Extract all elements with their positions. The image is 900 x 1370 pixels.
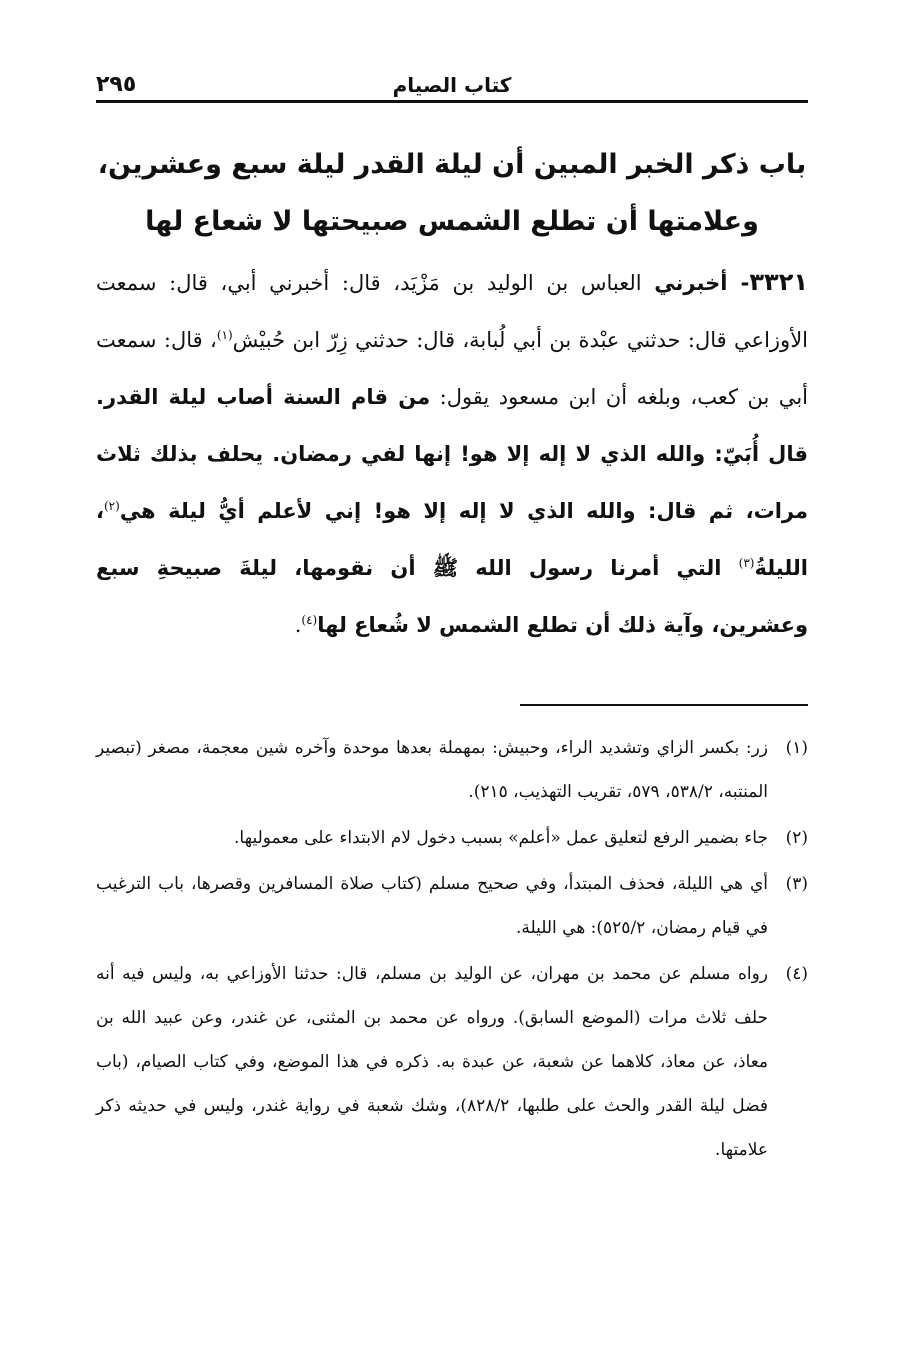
footnote-number: (٤) xyxy=(785,964,808,984)
footnote-text: زر: بكسر الزاي وتشديد الراء، وحبيش: بمهملة بعدها موحدة وآخره شين معجمة، مصغر (تبصير المنتبه، ٥٣٨/٢، ٥٧٩، تقريب التهذيب، ٢١٥). xyxy=(96,738,768,802)
footnote-text: أي هي الليلة، فحذف المبتدأ، وفي صحيح مسلم (كتاب صلاة المسافرين وقصرها، باب الترغيب في قيام رمضان، ٥٢٥/٢): هي الليلة. xyxy=(96,874,768,938)
footnote-item xyxy=(96,952,808,1172)
footnotes xyxy=(96,726,808,1174)
hadith-matn-part-2: ، الليلةُ xyxy=(96,499,808,580)
hadith-text xyxy=(96,254,808,654)
footnote-marker-4: (٤) xyxy=(301,613,318,627)
book-title: كتاب الصيام xyxy=(392,73,512,97)
hadith-matn-part-1: من قام السنة أصاب ليلة القدر. قال أُبَيّ: والله الذي لا إله إلا هو! إنها لفي رمضان. يحلف بذلك ثلاث مرات، ثم قال: والله الذي لا إله إلا هو! إني لأعلم أيُّ ليلة هي xyxy=(96,385,808,523)
header-rule xyxy=(96,100,808,103)
hadith-end: . xyxy=(294,613,302,637)
hadith-number: ٣٣٢١ xyxy=(749,268,808,296)
footnote-item xyxy=(96,726,808,814)
footnote-number: (٢) xyxy=(785,828,808,848)
chapter-heading xyxy=(96,136,808,250)
footnote-marker-3: (٣) xyxy=(738,556,755,570)
footnote-marker-2: (٢) xyxy=(103,499,120,513)
footnote-item xyxy=(96,816,808,860)
hadith-isnad-continued: ، قال: سمعت أبي بن كعب، وبلغه أن ابن مسعود يقول: xyxy=(96,328,808,409)
footnote-number: (٣) xyxy=(785,874,808,894)
hadith-matn-part-3: التي أمرنا رسول الله ﷺ أن نقومها، ليلةَ صبيحةِ سبع وعشرين، وآية ذلك أن تطلع الشمس لا شُعاع لها xyxy=(96,556,808,637)
footnote-marker-1: (١) xyxy=(216,328,233,342)
running-head xyxy=(96,72,808,98)
hadith-isnad: العباس بن الوليد بن مَزْيَد، قال: أخبرني أبي، قال: سمعت الأوزاعي قال: حدثني عبْدة بن أبي لُبابة، قال: حدثني زِرّ ابن حُبيْش xyxy=(96,271,809,352)
footnote-text: رواه مسلم عن محمد بن مهران، عن الوليد بن مسلم، قال: حدثنا الأوزاعي به، وليس فيه أنه حلف ثلاث مرات (الموضع السابق). ورواه عن محمد بن المثنى، عن غندر، وعن عبيد الله بن معاذ، عن معاذ، كلاهما عن شعبة، عن عبدة به. ذكره في هذا الموضع، وفي كتاب الصيام، (باب فضل ليلة القدر والحث على طلبها، ٨٢٨/٢)، وشك شعبة في رواية غندر، وليس في حديثه ذكر علامتها. xyxy=(96,964,768,1160)
chapter-heading-line-1: باب ذكر الخبر المبين أن ليلة القدر ليلة سبع وعشرين، xyxy=(97,149,807,180)
footnote-separator xyxy=(520,704,808,706)
footnote-text: جاء بضمير الرفع لتعليق عمل «أعلم» بسبب دخول لام الابتداء على معموليها. xyxy=(234,828,768,848)
page-number: ٢٩٥ xyxy=(96,72,137,97)
hadith-lead: - أخبرني xyxy=(654,271,750,295)
footnote-number: (١) xyxy=(785,738,808,758)
footnote-item xyxy=(96,862,808,950)
chapter-heading-line-2: وعلامتها أن تطلع الشمس صبيحتها لا شعاع لها xyxy=(145,206,759,237)
